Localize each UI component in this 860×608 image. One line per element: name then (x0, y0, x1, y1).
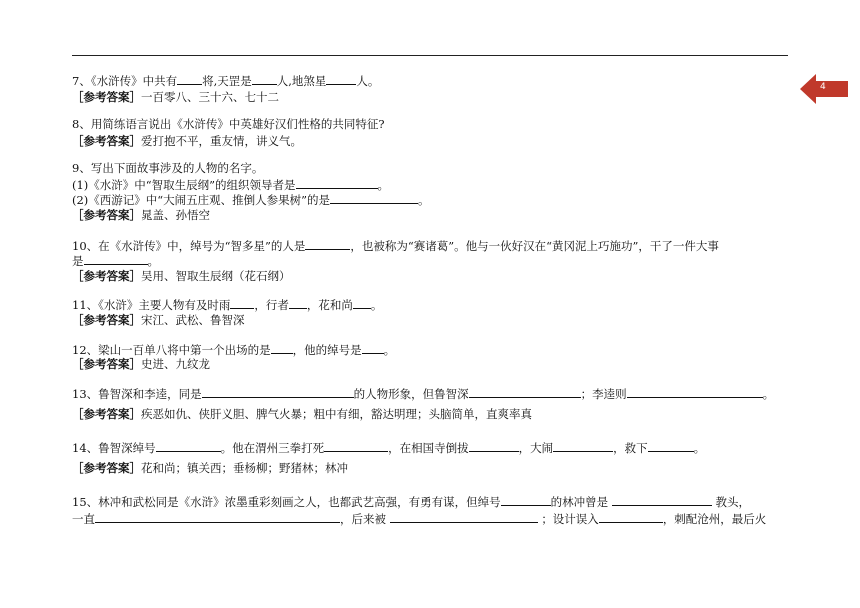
question-7: 7、《水浒传》中共有 将,天罡是 人,地煞星 人。 (72, 74, 380, 88)
question-15-cont: 一直 ，后来被 ；设计误入 ，刺配沧州，最后火 (72, 512, 767, 526)
question-11: 11、《水浒》主要人物有及时雨 ，行者 ，花和尚 。 (72, 298, 383, 312)
answer-8: ［参考答案］爱打抱不平，重友情，讲义气。 (72, 134, 302, 148)
question-12: 12、梁山一百单八将中第一个出场的是 ，他的绰号是 。 (72, 343, 396, 357)
question-13: 13、鲁智深和李逵，同是 的人物形象，但鲁智深 ；李逵则 。 (72, 387, 775, 401)
answer-14: ［参考答案］花和尚；镇关西；垂杨柳；野猪林；林冲 (72, 461, 348, 475)
question-9: 9、写出下面故事涉及的人物的名字。 (72, 161, 264, 175)
question-10-cont: 是 。 (72, 254, 159, 268)
question-9-part-1: (1)《水浒》中“智取生辰纲”的组织领导者是 。 (72, 178, 390, 192)
answer-9: ［参考答案］晁盖、孙悟空 (72, 208, 210, 222)
answer-13: ［参考答案］疾恶如仇、侠肝义胆、脾气火暴；粗中有细，豁达明理；头脑简单，直爽率真 (72, 407, 532, 421)
answer-7: ［参考答案］一百零八、三十六、七十二 (72, 90, 279, 104)
question-9-part-2: (2)《西游记》中“大闹五庄观、推倒人参果树”的是 。 (72, 193, 430, 207)
question-14: 14、鲁智深绰号 。他在渭州三拳打死 ，在相国寺倒拔 ，大闹 ，救下 。 (72, 441, 706, 455)
answer-11: ［参考答案］宋江、武松、鲁智深 (72, 313, 245, 327)
header-rule (72, 55, 788, 56)
question-8: 8、用简练语言说出《水浒传》中英雄好汉们性格的共同特征? (72, 117, 385, 131)
page-number: 4 (820, 82, 826, 92)
question-10: 10、在《水浒传》中，绰号为“智多星”的人是 ，也被称为“赛诸葛”。他与一伙好汉在“黄冈泥上巧施功”，干了一件大事 (72, 239, 719, 253)
answer-12: ［参考答案］史进、九纹龙 (72, 357, 210, 371)
answer-10: ［参考答案］吴用、智取生辰纲（花石纲） (72, 269, 291, 283)
question-15: 15、林冲和武松同是《水浒》浓墨重彩刻画之人，也都武艺高强，有勇有谋，但绰号 的林冲曾是 教头， (72, 495, 750, 509)
